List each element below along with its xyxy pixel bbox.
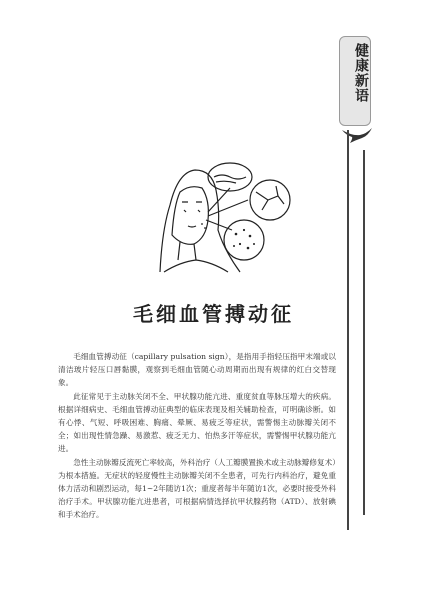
page-title: 毛细血管搏动征 [133,302,294,326]
decorative-line-left [347,130,349,530]
paragraph: 毛细血管搏动征（capillary pulsation sign），是指用手指轻压指甲末端或以清洁玻片轻压口唇黏膜，观察到毛细血管随心动周期而出现有规律的红白交替现象。 [58,352,336,388]
section-tab [339,36,371,126]
article-body [58,350,336,522]
paragraph: 此征常见于主动脉关闭不全、甲状腺功能亢进、重度贫血等脉压增大的疾病。根据详细病史、毛细血管搏动征典型的临床表现及相关辅助检查，可明确诊断。如有心悸、气短、呼吸困难、胸痛、晕厥、易疲乏等症状，需警惕主动脉瓣关闭不全；如出现性情急躁、易激惹、疲乏无力、怕热多汗等症状，需警惕甲状腺功能亢进。 [58,391,336,454]
paragraph: 急性主动脉瓣反流死亡率较高，外科治疗（人工瓣膜置换术或主动脉瓣修复术）为根本措施。无症状的轻度慢性主动脉瓣关闭不全患者，可先行内科治疗，避免重体力活动和剧烈运动，每1~2年随访1次；重度者每半年随访1次，必要时接受外科治疗手术。甲状腺功能亢进患者，可根据病情选择抗甲状腺药物（ATD）、放射碘和手术治疗。 [58,457,336,520]
swallow-icon [340,126,374,144]
section-tab-label: 健康新语 [353,43,369,103]
capillary-illustration [150,160,300,275]
decorative-line-right [363,150,365,515]
